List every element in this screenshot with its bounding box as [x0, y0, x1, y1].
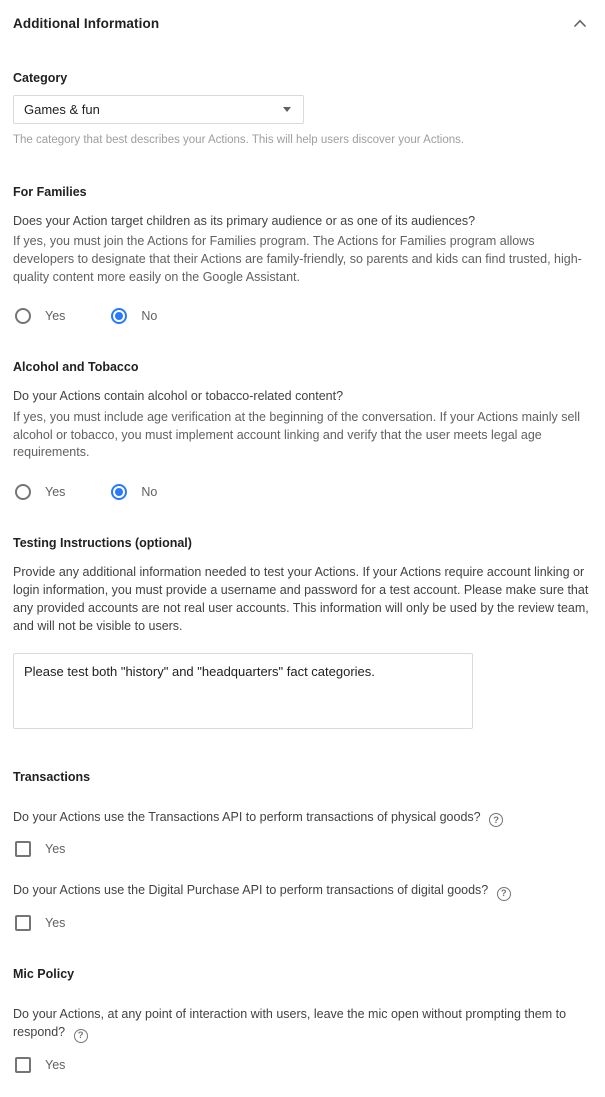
help-icon[interactable]: ? [497, 887, 511, 901]
checkbox-label[interactable]: Yes [45, 916, 66, 931]
alcohol-tobacco-option-yes[interactable] [15, 484, 65, 500]
radio-no-label[interactable]: No [141, 485, 158, 500]
checkbox-label[interactable]: Yes [45, 842, 66, 857]
checkbox-icon[interactable] [15, 841, 31, 857]
category-label: Category [13, 71, 68, 85]
transactions-physical-checkbox-row[interactable] [15, 841, 592, 857]
alcohol-tobacco-question: Do your Actions contain alcohol or tobacco-related content? [13, 389, 344, 404]
alcohol-tobacco-radio-group [15, 484, 592, 500]
transactions-digital-checkbox-row[interactable] [15, 915, 592, 931]
alcohol-tobacco-title: Alcohol and Tobacco [13, 360, 139, 375]
chevron-up-icon [574, 19, 586, 27]
for-families-option-yes[interactable] [15, 308, 65, 324]
help-icon[interactable]: ? [74, 1029, 88, 1043]
for-families-question: Does your Action target children as its primary audience or as one of its audiences? [13, 213, 476, 228]
checkbox-icon[interactable] [15, 1057, 31, 1073]
for-families-option-no[interactable] [111, 308, 157, 324]
transactions-question-digital [13, 881, 592, 901]
alcohol-tobacco-helper: If yes, you must include age verification at the beginning of the conversation. If your Actions mainly sell alcohol or tobacco, you must implement account linking and verify that the user meets legal age requirements. [13, 409, 580, 460]
caret-down-icon [283, 107, 291, 112]
for-families-title: For Families [13, 184, 87, 199]
page-title: Additional Information [13, 15, 160, 31]
radio-no-icon[interactable] [111, 308, 127, 324]
radio-yes-label[interactable]: Yes [45, 485, 66, 500]
help-icon[interactable]: ? [489, 813, 503, 827]
for-families-radio-group [15, 308, 592, 324]
radio-yes-icon[interactable] [15, 484, 31, 500]
transactions-title: Transactions [13, 769, 91, 784]
mic-policy-question-text: Do your Actions, at any point of interaction with users, leave the mic open without prompting them to respond? [13, 1007, 567, 1040]
radio-no-icon[interactable] [111, 484, 127, 500]
transactions-question-physical [13, 808, 592, 828]
mic-policy-checkbox-row[interactable] [15, 1057, 592, 1073]
testing-instructions-title: Testing Instructions (optional) [13, 536, 192, 551]
transactions-question-digital-text: Do your Actions use the Digital Purchase API to perform transactions of digital goods? [13, 883, 489, 898]
alcohol-tobacco-option-no[interactable] [111, 484, 157, 500]
category-select[interactable] [13, 95, 304, 124]
mic-policy-title: Mic Policy [13, 967, 75, 982]
radio-no-label[interactable]: No [141, 309, 158, 324]
radio-yes-label[interactable]: Yes [45, 309, 66, 324]
testing-instructions-description: Provide any additional information needed to test your Actions. If your Actions require account linking or login information, you must provide a username and password for a test account. Please make sure that any provided accounts are not real user accounts. This information will only be used by the review team, and will not be visible to users. [13, 565, 589, 634]
collapse-section-button[interactable] [570, 15, 590, 31]
testing-instructions-input[interactable] [13, 653, 473, 729]
transactions-question-physical-text: Do your Actions use the Transactions API to perform transactions of physical goods? [13, 809, 481, 824]
for-families-helper: If yes, you must join the Actions for Families program. The Actions for Families program allows developers to designate that their Actions are family-friendly, so parents and kids can find trusted, high-quality content more easily on the Google Assistant. [13, 234, 582, 284]
radio-yes-icon[interactable] [15, 308, 31, 324]
category-helper-text: The category that best describes your Actions. This will help users discover your Actions. [13, 134, 465, 146]
section-header [13, 0, 592, 45]
mic-policy-question [13, 1005, 592, 1043]
category-selected-value: Games & fun [24, 102, 100, 117]
checkbox-label[interactable]: Yes [45, 1058, 66, 1073]
checkbox-icon[interactable] [15, 915, 31, 931]
